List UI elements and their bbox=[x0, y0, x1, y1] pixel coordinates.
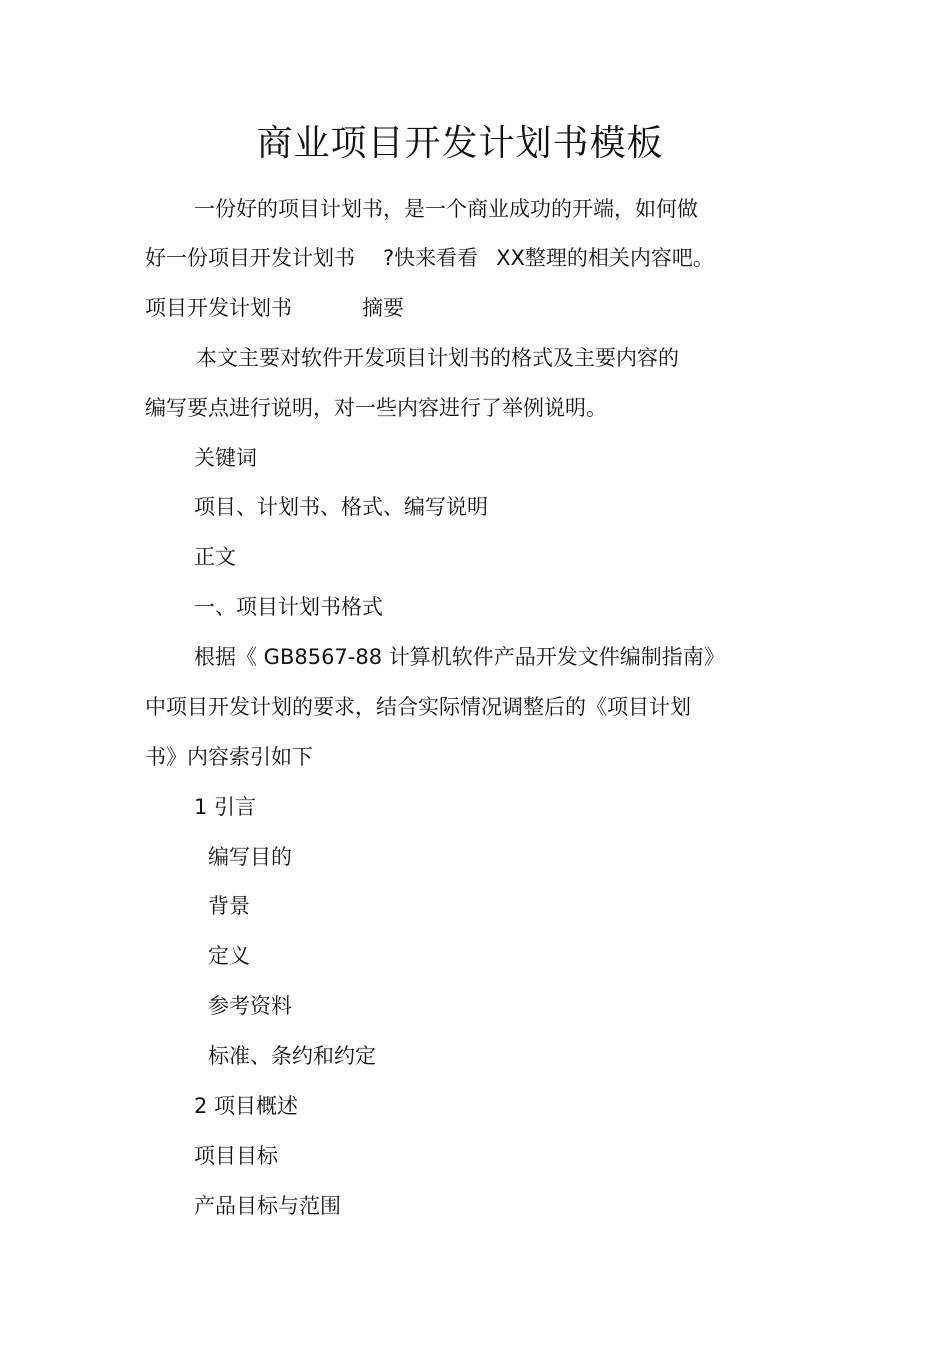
abstract-line-1: 本文主要对软件开发项目计划书的格式及主要内容的 bbox=[196, 346, 679, 370]
section-heading-1: 一、项目计划书格式 bbox=[194, 595, 383, 619]
abstract-heading-doc: 项目开发计划书 bbox=[145, 296, 292, 320]
toc-item-1-5: 标准、条约和约定 bbox=[208, 1044, 376, 1068]
intro-line-1: 一份好的项目计划书，是一个商业成功的开端，如何做 bbox=[194, 197, 698, 221]
abstract-heading-label: 摘要 bbox=[362, 296, 404, 320]
keywords-label: 关键词 bbox=[194, 446, 257, 470]
keywords-list: 项目、计划书、格式、编写说明 bbox=[194, 495, 488, 519]
paragraph-1-line-2: 中项目开发计划的要求，结合实际情况调整后的《项目计划 bbox=[145, 695, 691, 719]
intro-line-2-part-a: 好一份项目开发计划书 bbox=[145, 246, 355, 270]
abstract-heading-line bbox=[145, 293, 404, 323]
intro-line-2 bbox=[145, 243, 714, 273]
intro-line-2-part-c: XX整理的相关内容吧。 bbox=[496, 246, 714, 270]
toc-item-2: 2 项目概述 bbox=[194, 1094, 299, 1118]
paragraph-1-line-3: 书》内容索引如下 bbox=[145, 745, 313, 769]
intro-line-2-part-b: ?快来看看 bbox=[383, 246, 479, 270]
body-label: 正文 bbox=[194, 545, 236, 569]
document-title: 商业项目开发计划书模板 bbox=[256, 123, 664, 164]
toc-item-2-1: 项目目标 bbox=[194, 1144, 278, 1168]
toc-item-1-2: 背景 bbox=[208, 894, 250, 918]
abstract-line-2: 编写要点进行说明，对一些内容进行了举例说明。 bbox=[145, 396, 607, 420]
toc-item-2-2: 产品目标与范围 bbox=[194, 1194, 341, 1218]
toc-item-1-3: 定义 bbox=[208, 944, 250, 968]
toc-item-1-4: 参考资料 bbox=[208, 994, 292, 1018]
paragraph-1-line-1: 根据《 GB8567-88 计算机软件产品开发文件编制指南》 bbox=[194, 645, 725, 669]
toc-item-1: 1 引言 bbox=[194, 795, 257, 819]
toc-item-1-1: 编写目的 bbox=[208, 845, 292, 869]
